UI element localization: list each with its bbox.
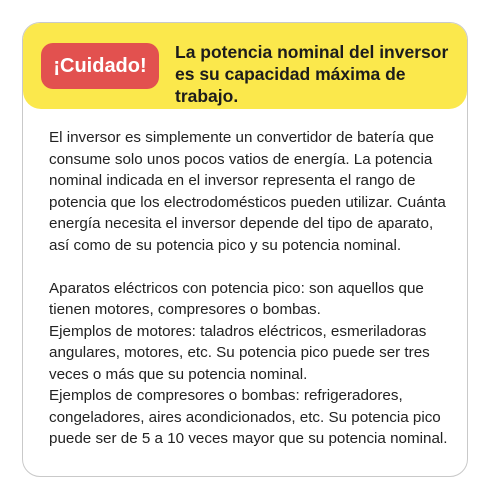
compressor-examples: Ejemplos de compresores o bombas: refrigeradores, congeladores, aires acondicionados, etc. Su potencia pico puede ser de 5 a 10 veces mayor que su potencia nominal.	[49, 387, 448, 447]
warning-card	[22, 22, 468, 477]
intro-paragraph: El inversor es simplemente un convertidor de batería que consume solo unos pocos vatios de energía. La potencia nominal indicada en el inversor representa el rango de potencia que los electrodomésticos pueden utilizar. Cuánta energía necesita el inversor depende del tipo de aparato, así como de su potencia pico y su potencia nominal.	[49, 129, 446, 254]
card-body	[49, 127, 449, 450]
warning-title: La potencia nominal del inversor es su capacidad máxima de trabajo.	[175, 42, 449, 106]
paragraph-spacer	[49, 256, 449, 278]
warning-badge: ¡Cuidado!	[41, 43, 159, 89]
motor-examples: Ejemplos de motores: taladros eléctricos, esmeriladoras angulares, motores, etc. Su potencia pico puede ser tres veces o más que su potencia nominal.	[49, 322, 430, 383]
peak-power-definition: Aparatos eléctricos con potencia pico: son aquellos que tienen motores, compresores o bombas.	[49, 279, 424, 318]
warning-header	[23, 23, 467, 109]
